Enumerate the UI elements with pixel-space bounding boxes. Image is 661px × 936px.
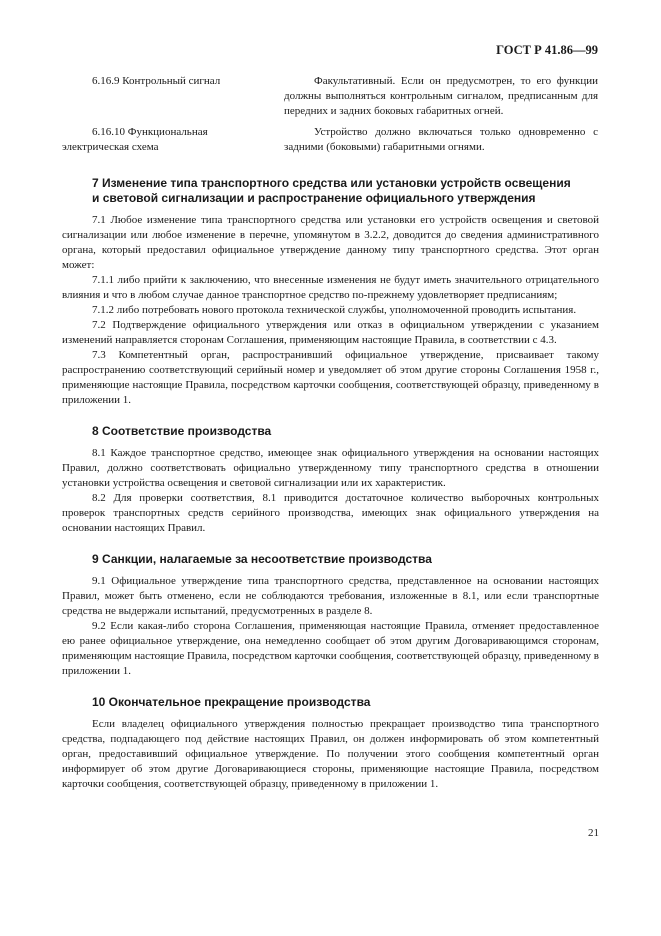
section-heading: 8 Соответствие производства bbox=[92, 424, 272, 438]
paragraph: 7.1 Любое изменение типа транспортного средства или установки его устройств освещения и световой сигнализации или любое изменение в перечне, упомянутом в 3.2.2, доводится до сведения административного органа, который предоставил официальное утверждение данному типу транспортного средства. Этот орган может: bbox=[62, 214, 599, 271]
page-number: 21 bbox=[588, 827, 599, 839]
main-content bbox=[62, 176, 599, 808]
section-heading: 10 Окончательное прекращение производства bbox=[92, 695, 371, 709]
definition-term-text: 6.16.10 Функциональная bbox=[92, 126, 208, 138]
section-heading: 9 Санкции, налагаемые за несоответствие производства bbox=[92, 552, 432, 566]
paragraph: Если владелец официального утверждения полностью прекращает производство типа транспортного средства, подпадающего под действие настоящих Правил, он должен информировать об этом компетентный орган, предоставивший официальное утверждение. По получении этого сообщения компетентный орган информирует об этом другие Договаривающиеся стороны, применяющие настоящие Правила, посредством карточки сообщения, соответствующей образцу, приведенному в приложении 1. bbox=[62, 718, 599, 790]
definition-row bbox=[92, 74, 598, 119]
section-10 bbox=[62, 695, 599, 792]
page-header: ГОСТ Р 41.86—99 bbox=[496, 43, 598, 57]
section-heading bbox=[62, 176, 599, 206]
paragraph: 8.2 Для проверки соответствия, 8.1 приводится достаточное количество выборочных контрольных проверок транспортных средств серийного производства, имеющих знак официального утверждения на основании настоящих Правил. bbox=[62, 492, 599, 534]
definition-term-continuation: электрическая схема bbox=[62, 141, 159, 153]
paragraph: 7.3 Компетентный орган, распространивший официальное утверждение, присваивает такому распространению соответствующий серийный номер и уведомляет об этом другие стороны Соглашения 1958 г., применяющие настоящие Правила, посредством карточки сообщения, соответствующей образцу, приведенному в приложении 1. bbox=[62, 349, 599, 406]
definition-description: Факультативный. Если он предусмотрен, то его функции должны выполняться контрольным сигналом, предписанным для передних и задних боковых габаритных огней. bbox=[284, 75, 598, 117]
definition-description: Устройство должно включаться только одновременно с задними (боковыми) габаритными огнями. bbox=[284, 126, 598, 153]
paragraph: 9.1 Официальное утверждение типа транспортного средства, представленное на основании настоящих Правил, может быть отменено, если не соблюдаются требования, изложенные в 8.1, или если транспортные средства не выдержали испытаний, предусмотренных в разделе 8. bbox=[62, 575, 599, 617]
paragraph: 9.2 Если какая-либо сторона Соглашения, применяющая настоящие Правила, отменяет предоставленное ею ранее официальное утверждение, она немедленно сообщает об этом другим Договаривающимся сторонам, применяющим настоящие Правила, посредством карточки сообщения, соответствующей образцу, приведенному в приложении 1. bbox=[62, 620, 599, 677]
section-heading-line: и световой сигнализации и распространение официального утверждения bbox=[92, 191, 536, 205]
definition-term bbox=[92, 74, 284, 119]
paragraph: 7.1.2 либо потребовать нового протокола технической службы, уполномоченной проводить испытания. bbox=[92, 304, 577, 316]
definition-term bbox=[62, 125, 284, 155]
paragraph: 8.1 Каждое транспортное средство, имеющее знак официального утверждения на основании настоящих Правил, должно соответствовать официально утвержденному типу транспортного средства в отношении установки устройства освещения и световой сигнализации или их характеристик. bbox=[62, 447, 599, 489]
paragraph: 7.2 Подтверждение официального утверждения или отказ в официальном утверждении с указанием изменений направляется сторонам Соглашения, применяющим настоящие Правила, в соответствии с 4.3. bbox=[62, 319, 599, 346]
section-heading-line: 7 Изменение типа транспортного средства или установки устройств освещения bbox=[92, 176, 571, 190]
paragraph: 7.1.1 либо прийти к заключению, что внесенные изменения не будут иметь значительного отрицательного влияния и что в любом случае данное транспортное средство по-прежнему удовлетворяет предписаниям; bbox=[62, 274, 599, 301]
section-9 bbox=[62, 552, 599, 679]
definition-term-text: 6.16.9 Контрольный сигнал bbox=[92, 75, 221, 87]
definition-list bbox=[62, 74, 598, 161]
section-8 bbox=[62, 424, 599, 536]
section-7 bbox=[62, 176, 599, 408]
definition-row bbox=[62, 125, 598, 155]
